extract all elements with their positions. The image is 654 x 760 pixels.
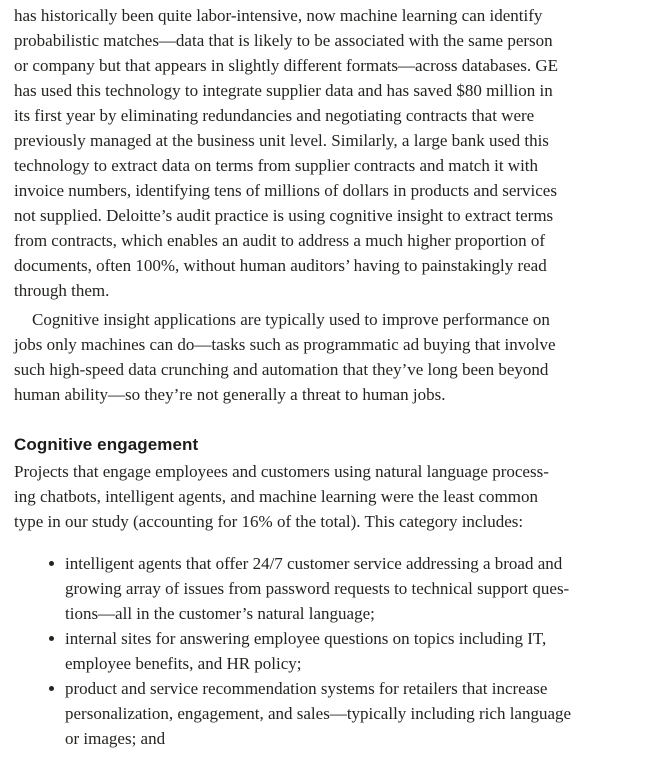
bullet-icon	[49, 686, 54, 691]
bullet-item-intelligent-agents	[14, 551, 640, 626]
text-line: intelligent agents that offer 24/7 customer service addressing a broad and	[65, 554, 563, 573]
text-line: internal sites for answering employee questions on topics including IT,	[65, 629, 547, 648]
text-line: its first year by eliminating redundancies and negotiating contracts that were	[14, 106, 535, 125]
text-line: through them.	[14, 281, 110, 300]
text-line: jobs only machines can do—tasks such as programmatic ad buying that involve	[14, 335, 556, 354]
text-line: or company but that appears in slightly different formats—across databases. GE	[14, 56, 559, 75]
bullet-icon	[49, 561, 54, 566]
paragraph-cognitive-engagement-intro	[14, 459, 640, 534]
bullet-item-internal-sites	[14, 626, 640, 676]
text-line: product and service recommendation systems for retailers that increase	[65, 679, 548, 698]
text-line: Cognitive insight applications are typically used to improve performance on	[32, 310, 550, 329]
text-line: or images; and	[65, 729, 166, 748]
text-line: growing array of issues from password requests to technical support ques-	[65, 579, 570, 598]
text-line: type in our study (accounting for 16% of the total). This category includes:	[14, 512, 524, 531]
text-line: has historically been quite labor-intensive, now machine learning can identify	[14, 6, 543, 25]
text-line: ing chatbots, intelligent agents, and machine learning were the least common	[14, 487, 539, 506]
text-line: personalization, engagement, and sales—typically including rich language	[65, 704, 572, 723]
text-line: previously managed at the business unit level. Similarly, a large bank used this	[14, 131, 549, 150]
text-line: tions—all in the customer’s natural language;	[65, 604, 375, 623]
bullet-text	[65, 626, 640, 676]
text-line: probabilistic matches—data that is likely to be associated with the same person	[14, 31, 553, 50]
text-line: employee benefits, and HR policy;	[65, 654, 302, 673]
bullet-list	[14, 551, 640, 751]
bullet-icon	[49, 636, 54, 641]
bullet-text	[65, 676, 640, 751]
text-line: documents, often 100%, without human auditors’ having to painstakingly read	[14, 256, 547, 275]
text-line: not supplied. Deloitte’s audit practice is using cognitive insight to extract terms	[14, 206, 554, 225]
text-line: has used this technology to integrate supplier data and has saved $80 million in	[14, 81, 553, 100]
text-line: such high-speed data crunching and automation that they’ve long been beyond	[14, 360, 549, 379]
text-line: Projects that engage employees and customers using natural language process-	[14, 462, 549, 481]
text-line: human ability—so they’re not generally a threat to human jobs.	[14, 385, 446, 404]
section-heading-cognitive-engagement: Cognitive engagement	[14, 435, 199, 454]
bullet-text	[65, 551, 640, 626]
text-line: technology to extract data on terms from supplier contracts and match it with	[14, 156, 539, 175]
text-line: invoice numbers, identifying tens of millions of dollars in products and services	[14, 181, 557, 200]
text-line: from contracts, which enables an audit to address a much higher proportion of	[14, 231, 546, 250]
paragraph-continuation	[14, 3, 640, 303]
bullet-item-recommendation-systems	[14, 676, 640, 751]
paragraph-cognitive-insight	[14, 307, 640, 407]
